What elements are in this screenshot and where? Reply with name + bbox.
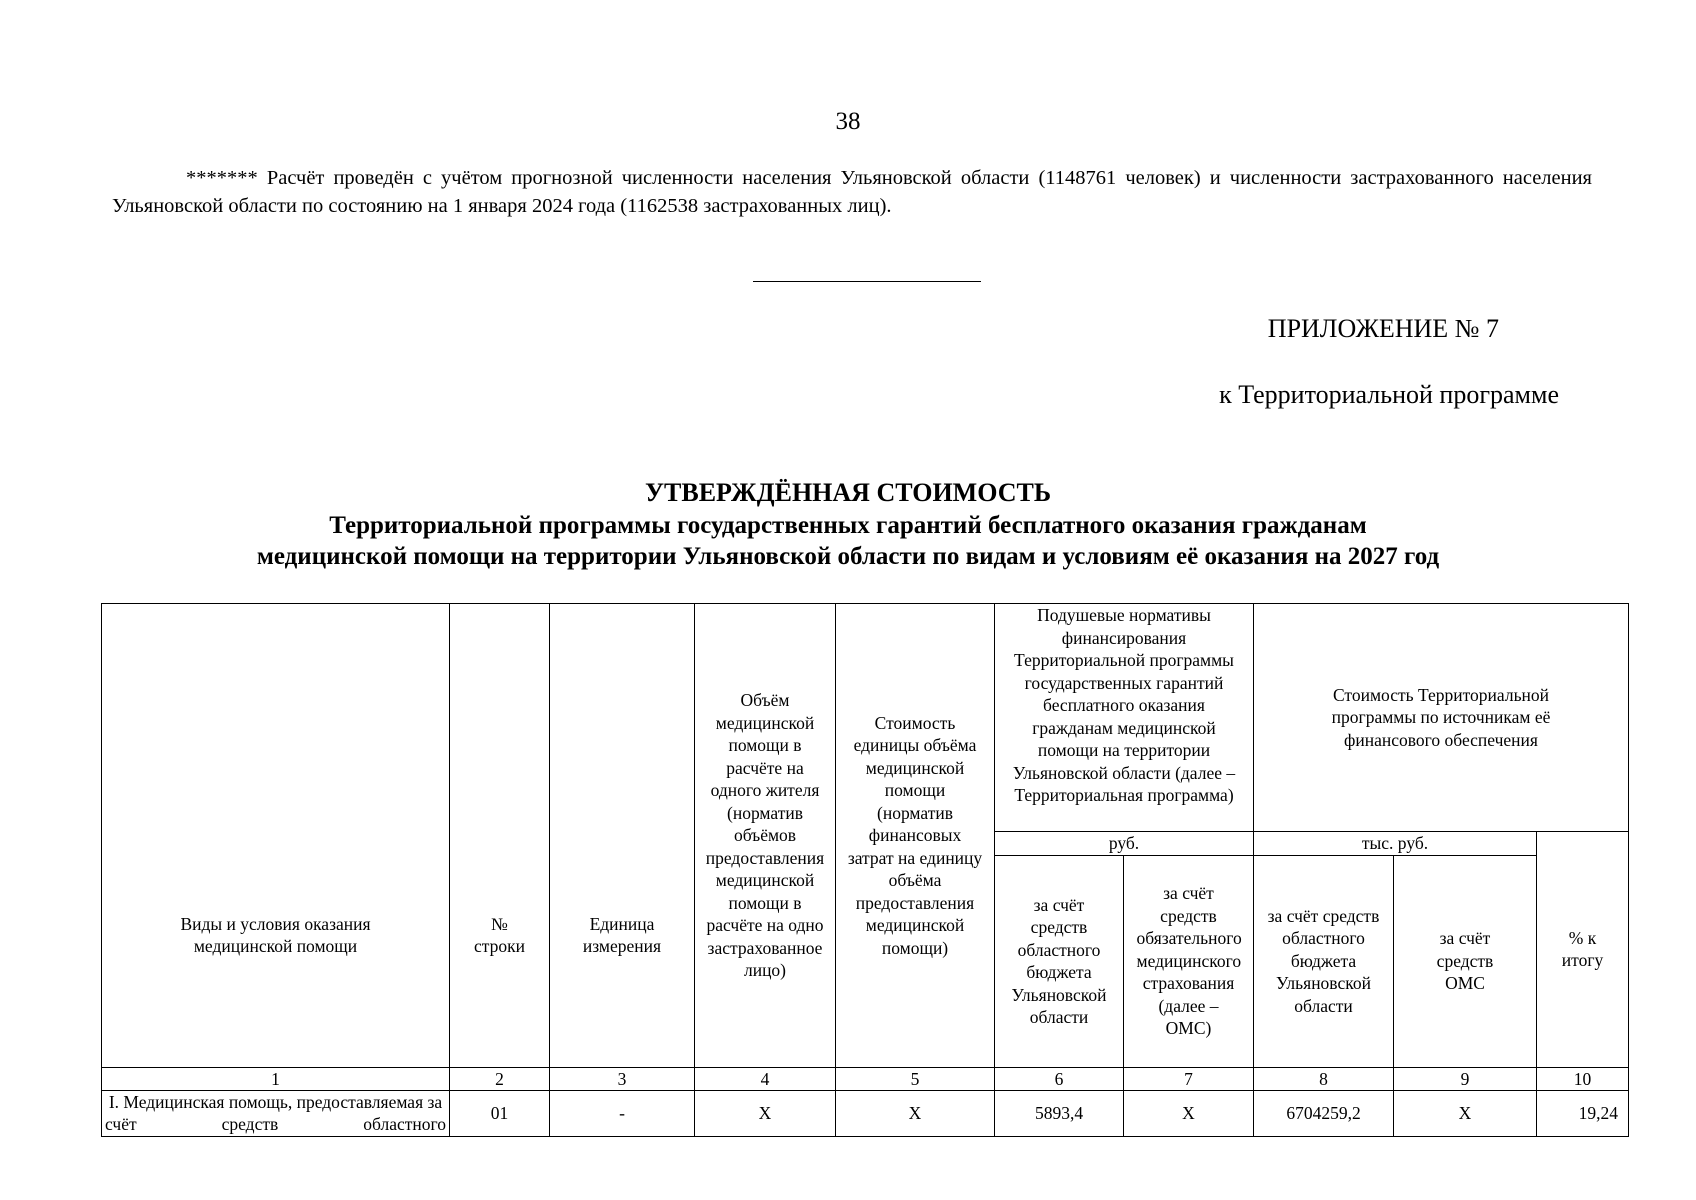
table-row <box>102 1090 1629 1136</box>
header-volume <box>695 604 836 1068</box>
column-number: 4 <box>695 1067 836 1090</box>
column-numbers-row <box>102 1067 1629 1090</box>
column-number: 3 <box>550 1067 695 1090</box>
column-number: 8 <box>1254 1067 1394 1090</box>
header-per-capita-norms <box>995 604 1254 832</box>
column-number: 2 <box>450 1067 550 1090</box>
column-number: 10 <box>1537 1067 1629 1090</box>
header-line-number <box>450 604 550 1068</box>
header-unit-cost <box>836 604 995 1068</box>
header-cost-oms <box>1394 855 1537 1067</box>
header-norm-regional-budget <box>995 855 1124 1067</box>
header-program-cost-text: Стоимость Территориальной программы по источникам её финансового обеспечения <box>1331 684 1551 750</box>
header-program-cost <box>1254 604 1629 832</box>
header-cost-regional-budget <box>1254 855 1394 1067</box>
column-number: 7 <box>1124 1067 1254 1090</box>
header-unit-rub: руб. <box>995 832 1254 856</box>
column-number: 5 <box>836 1067 995 1090</box>
header-volume-text: Объём медицинской помощи в расчёте на одного жителя (норматив объёмов предоставления медицинской помощи в расчёте на одно застрахованное лицо) <box>705 690 825 980</box>
header-unit-text: Единица измерения <box>582 913 662 957</box>
row-percent: 19,24 <box>1537 1090 1629 1136</box>
header-per-capita-norms-text: Подушевые нормативы финансирования Территориальной программы государственных гарантий бесплатного оказания гражданам медицинской помощи на территории Ульяновской области (далее – Территориальная программа) <box>1012 605 1236 805</box>
row-norm-regional-budget: 5893,4 <box>995 1090 1124 1136</box>
header-unit <box>550 604 695 1068</box>
column-number: 6 <box>995 1067 1124 1090</box>
document-subtitle-line1: Территориальной программы государственных гарантий бесплатного оказания гражданам <box>329 512 1367 539</box>
divider-line <box>753 281 981 282</box>
column-number: 9 <box>1394 1067 1537 1090</box>
header-unit-cost-text: Стоимость единицы объёма медицинской помощи (норматив финансовых затрат на единицу объёма предоставления медицинской помощи) <box>847 712 983 958</box>
row-volume: X <box>695 1090 836 1136</box>
page-number: 38 <box>835 108 861 135</box>
header-norm-regional-budget-text: за счёт средств областного бюджета Ульяновской области <box>1011 894 1107 1027</box>
row-name: I. Медицинская помощь, предоставляемая за счёт средств областного <box>102 1090 450 1136</box>
row-cost-oms: X <box>1394 1090 1537 1136</box>
header-cost-oms-text: за счёт средств ОМС <box>1436 928 1494 994</box>
header-norm-oms-text: за счёт средств обязательного медицинского страхования (далее – ОМС) <box>1136 883 1242 1039</box>
header-cost-regional-budget-text: за счёт средств областного бюджета Ульяновской области <box>1267 905 1380 1016</box>
header-unit-thousand-rub: тыс. руб. <box>1254 832 1537 856</box>
document-title: УТВЕРЖДЁННАЯ СТОИМОСТЬ <box>644 478 1052 507</box>
header-percent-of-total <box>1537 832 1629 1068</box>
header-kind-of-care-text: Виды и условия оказания медицинской помощи <box>180 913 371 957</box>
appendix-title: ПРИЛОЖЕНИЕ № 7 <box>1267 314 1499 343</box>
cost-table <box>101 603 1629 1137</box>
header-line-number-text: № строки <box>474 913 525 957</box>
row-cost-regional-budget: 6704259,2 <box>1254 1090 1394 1136</box>
row-norm-oms: X <box>1124 1090 1254 1136</box>
row-line-number: 01 <box>450 1090 550 1136</box>
header-percent-of-total-text: % к итогу <box>1561 927 1604 971</box>
document-subtitle-line2: медицинской помощи на территории Ульяновской области по видам и условиям её оказания на 2027 год <box>256 543 1440 570</box>
row-unit-cost: X <box>836 1090 995 1136</box>
footnote: ******* Расчёт проведён с учётом прогнозной численности населения Ульяновской области (1148761 человек) и численности застрахованного населения Ульяновской области по состоянию на 1 января 2024 года (1162538 застрахованных лиц). <box>112 167 1592 217</box>
header-norm-oms <box>1124 855 1254 1067</box>
appendix-subtitle: к Территориальной программе <box>1219 380 1559 409</box>
header-kind-of-care <box>102 604 450 1068</box>
row-unit: - <box>550 1090 695 1136</box>
column-number: 1 <box>102 1067 450 1090</box>
